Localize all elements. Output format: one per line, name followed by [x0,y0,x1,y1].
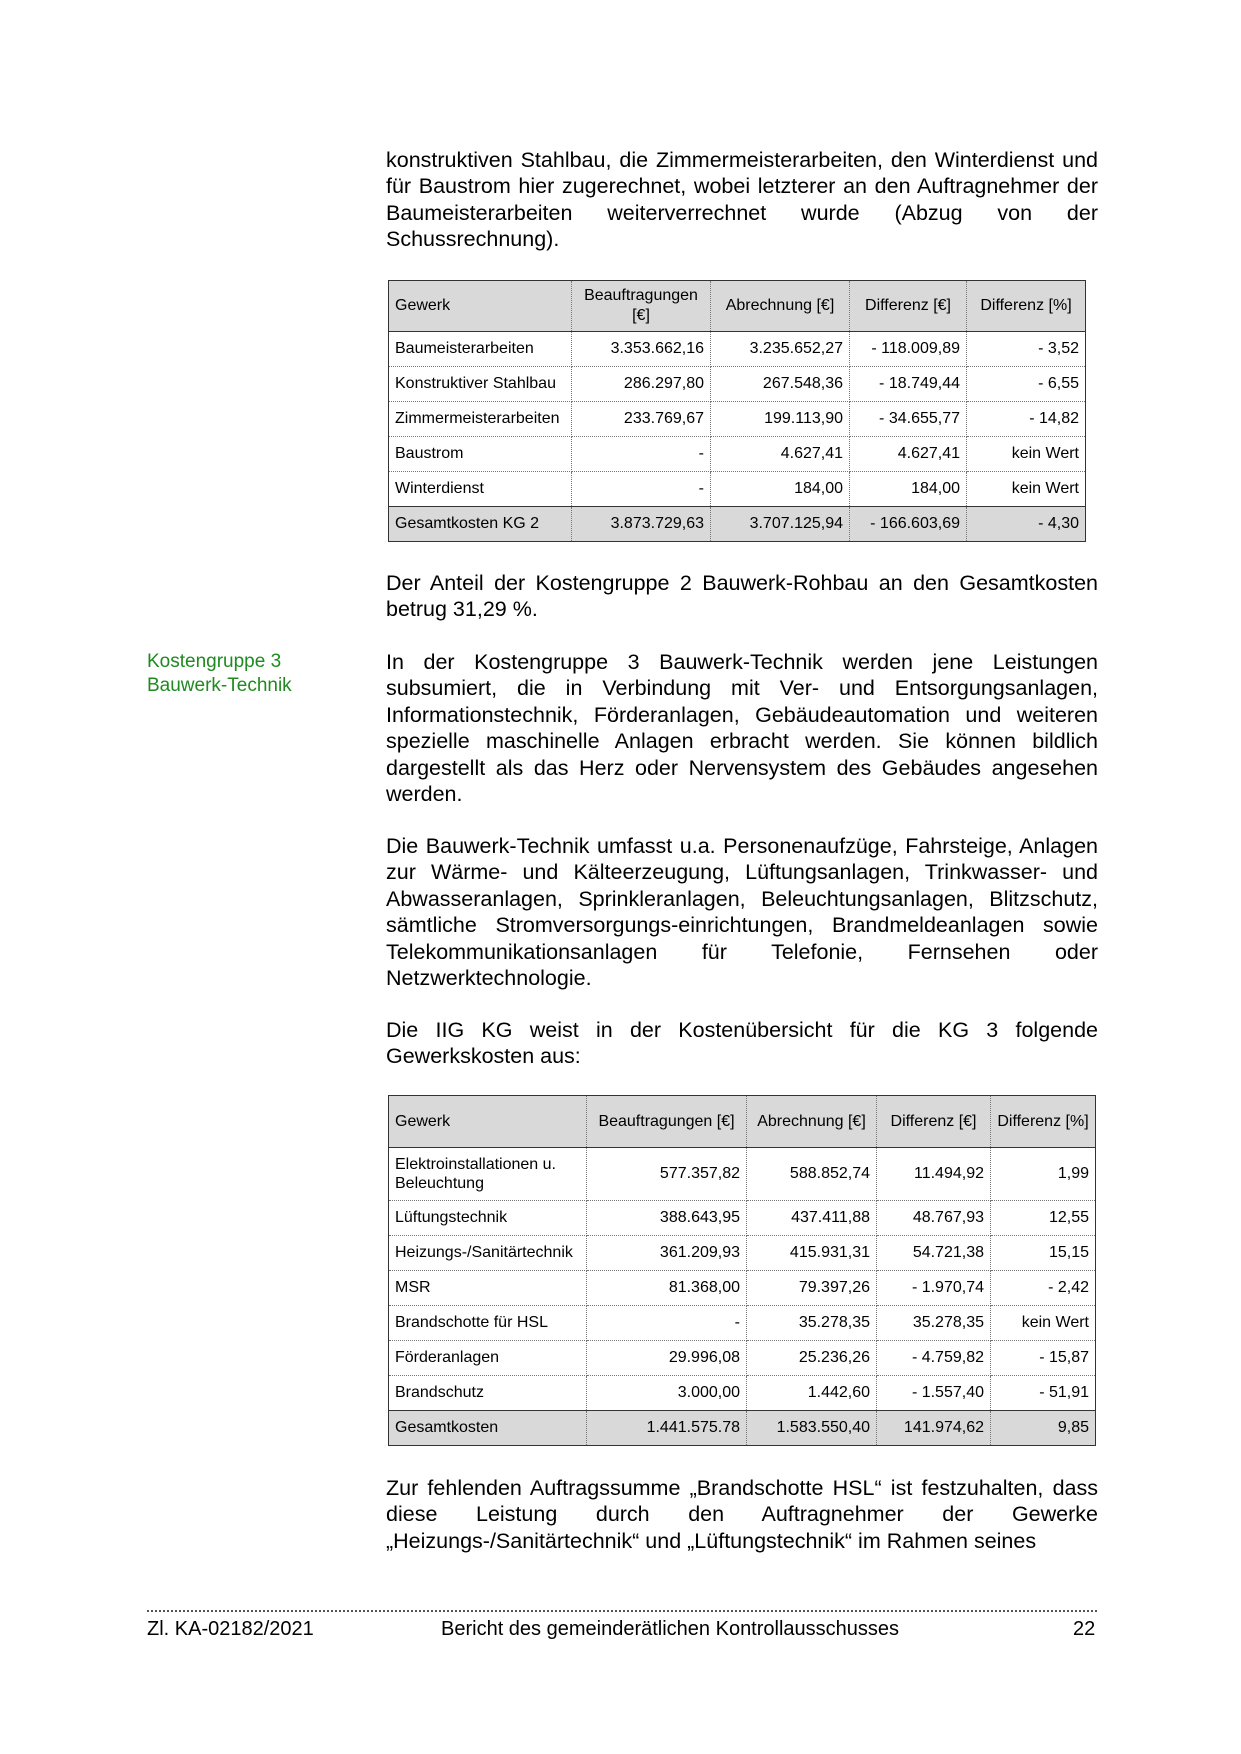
cell-abrechnung: 184,00 [711,472,850,507]
cell-abrechnung: 415.931,31 [747,1236,877,1271]
cell-differenz-pct: 15,15 [991,1236,1096,1271]
cell-differenz-eur: - 34.655,77 [850,402,967,437]
cell-differenz-pct: 1,99 [991,1148,1096,1201]
table-total-row [389,1411,1096,1446]
cell-beauftragungen: 3.000,00 [587,1376,747,1411]
header-gewerk: Gewerk [389,1096,587,1148]
cell-gewerk: Förderanlagen [389,1341,587,1376]
header-differenz-pct: Differenz [%] [991,1096,1096,1148]
cell-beauftragungen: 29.996,08 [587,1341,747,1376]
table-kg2 [388,280,1086,542]
cell-differenz-eur: 48.767,93 [877,1201,991,1236]
cell-abrechnung: 25.236,26 [747,1341,877,1376]
cell-abrechnung: 4.627,41 [711,437,850,472]
cell-differenz-pct: - 51,91 [991,1376,1096,1411]
header-gewerk: Gewerk [389,281,572,332]
cell-beauftragungen: - [587,1306,747,1341]
side-heading-line1: Kostengruppe 3 [147,651,282,672]
table-total-row [389,507,1086,542]
cell-differenz-eur: - 118.009,89 [850,332,967,367]
cell-differenz-pct: - 15,87 [991,1341,1096,1376]
cell-abrechnung: 588.852,74 [747,1148,877,1201]
page-number: 22 [1073,1618,1096,1640]
cell-differenz-eur: 11.494,92 [877,1148,991,1201]
paragraph-kg3-kosten: Die IIG KG weist in der Kostenübersicht für die KG 3 folgende Gewerkskosten aus: [386,1018,1098,1069]
table-kg3 [388,1095,1096,1446]
cell-differenz-eur: - 1.970,74 [877,1271,991,1306]
table-row [389,1201,1096,1236]
cell-differenz-pct: 12,55 [991,1201,1096,1236]
cell-abrechnung: 199.113,90 [711,402,850,437]
cell-beauftragungen: 361.209,93 [587,1236,747,1271]
cell-gewerk: Baustrom [389,437,572,472]
cell-abrechnung: 267.548,36 [711,367,850,402]
table-header-row [389,281,1086,332]
cell-gewerk: Heizungs-/Sanitärtechnik [389,1236,587,1271]
cell-beauftragungen: 286.297,80 [572,367,711,402]
cell-gewerk: Winterdienst [389,472,572,507]
cell-abrechnung: 437.411,88 [747,1201,877,1236]
cell-differenz-pct: kein Wert [991,1306,1096,1341]
cell-differenz-eur: - 166.603,69 [850,507,967,542]
footer-divider [147,1610,1097,1612]
paragraph-kg3-intro: In der Kostengruppe 3 Bauwerk-Technik werden jene Leistungen subsumiert, die in Verbindung mit Ver- und Entsorgungsanlagen, Informationstechnik, Förderanlagen, Gebäudeautomation und weiteren spezielle maschinelle Anlagen erbracht werden. Sie können bildlich dargestellt als das Herz oder Nervensystem des Gebäudes angesehen werden. [386,650,1098,807]
cell-differenz-pct: - 2,42 [991,1271,1096,1306]
cell-gewerk: Konstruktiver Stahlbau [389,367,572,402]
header-differenz-pct: Differenz [%] [967,281,1086,332]
cell-gewerk: Brandschotte für HSL [389,1306,587,1341]
cell-differenz-eur: 4.627,41 [850,437,967,472]
cell-gewerk: Lüftungstechnik [389,1201,587,1236]
cell-abrechnung: 79.397,26 [747,1271,877,1306]
cell-gewerk: Elektroinstallationen u. Beleuchtung [389,1148,587,1201]
paragraph-anteil: Der Anteil der Kostengruppe 2 Bauwerk-Rohbau an den Gesamtkosten betrug 31,29 %. [386,571,1098,622]
cell-beauftragungen: 233.769,67 [572,402,711,437]
cell-differenz-eur: 35.278,35 [877,1306,991,1341]
header-abrechnung: Abrechnung [€] [747,1096,877,1148]
paragraph-intro: konstruktiven Stahlbau, die Zimmermeisterarbeiten, den Winterdienst und für Baustrom hier zugerechnet, wobei letzterer an den Auftragnehmer der Baumeisterarbeiten weiterverrechnet wurde (Abzug von der Schussrechnung). [386,148,1098,252]
paragraph-brandschotte: Zur fehlenden Auftragssumme „Brandschotte HSL“ ist festzuhalten, dass diese Leistung durch den Auftragnehmer der Gewerke „Heizungs-/Sanitärtechnik“ und „Lüftungstechnik“ im Rahmen seines [386,1476,1098,1553]
table-row [389,332,1086,367]
cell-beauftragungen: 577.357,82 [587,1148,747,1201]
cell-gewerk: Brandschutz [389,1376,587,1411]
table-row [389,1306,1096,1341]
paragraph-kg3-umfang: Die Bauwerk-Technik umfasst u.a. Personenaufzüge, Fahrsteige, Anlagen zur Wärme- und Kälteerzeugung, Lüftungsanlagen, Trinkwasser- und Abwasseranlagen, Sprinkleranlagen, Beleuchtungsanlagen, Blitzschutz, sämtliche Stromversorgungs-einrichtungen, Brandmeldeanlagen sowie Telekommunikationsanlagen für Telefonie, Fernsehen oder Netzwerktechnologie. [386,834,1098,991]
cell-abrechnung: 3.235.652,27 [711,332,850,367]
cell-differenz-eur: - 18.749,44 [850,367,967,402]
cell-differenz-pct: kein Wert [967,472,1086,507]
header-differenz-eur: Differenz [€] [850,281,967,332]
header-beauftragungen: Beauftragungen [€] [587,1096,747,1148]
cell-differenz-pct: - 14,82 [967,402,1086,437]
table-header-row [389,1096,1096,1148]
cell-differenz-pct: kein Wert [967,437,1086,472]
cell-differenz-eur: 184,00 [850,472,967,507]
cell-abrechnung: 35.278,35 [747,1306,877,1341]
table-row [389,402,1086,437]
cell-gewerk: Gesamtkosten KG 2 [389,507,572,542]
cell-abrechnung: 1.583.550,40 [747,1411,877,1446]
table-row [389,1236,1096,1271]
cell-beauftragungen: 81.368,00 [587,1271,747,1306]
cell-gewerk: Baumeisterarbeiten [389,332,572,367]
header-beauftragungen: Beauftragungen [€] [572,281,711,332]
cell-differenz-pct: 9,85 [991,1411,1096,1446]
table-row [389,1341,1096,1376]
table-row [389,1271,1096,1306]
cell-differenz-pct: - 3,52 [967,332,1086,367]
cell-beauftragungen: 3.873.729,63 [572,507,711,542]
cell-beauftragungen: - [572,472,711,507]
side-heading-line2: Bauwerk-Technik [147,675,292,696]
header-abrechnung: Abrechnung [€] [711,281,850,332]
table-row [389,437,1086,472]
footer-report-title: Bericht des gemeinderätlichen Kontrollausschusses [441,1618,900,1640]
cell-differenz-pct: - 6,55 [967,367,1086,402]
cell-differenz-pct: - 4,30 [967,507,1086,542]
header-differenz-eur: Differenz [€] [877,1096,991,1148]
cell-beauftragungen: 388.643,95 [587,1201,747,1236]
table-row [389,1376,1096,1411]
cell-gewerk: Gesamtkosten [389,1411,587,1446]
table-row [389,367,1086,402]
cell-beauftragungen: - [572,437,711,472]
table-row [389,472,1086,507]
cell-gewerk: MSR [389,1271,587,1306]
table-row [389,1148,1096,1201]
cell-beauftragungen: 3.353.662,16 [572,332,711,367]
side-heading-kg3 [147,650,337,698]
cell-abrechnung: 1.442,60 [747,1376,877,1411]
footer-reference: Zl. KA-02182/2021 [147,1618,314,1640]
cell-differenz-eur: - 4.759,82 [877,1341,991,1376]
cell-differenz-eur: 141.974,62 [877,1411,991,1446]
cell-differenz-eur: - 1.557,40 [877,1376,991,1411]
cell-gewerk: Zimmermeisterarbeiten [389,402,572,437]
cell-abrechnung: 3.707.125,94 [711,507,850,542]
cell-differenz-eur: 54.721,38 [877,1236,991,1271]
cell-beauftragungen: 1.441.575.78 [587,1411,747,1446]
